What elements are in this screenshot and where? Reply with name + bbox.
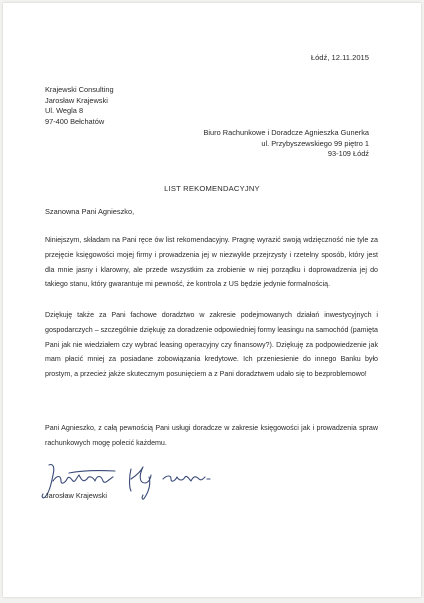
recipient-street: ul. Przybyszewskiego 99 piętro 1 bbox=[261, 138, 369, 148]
signer-name: Jarosław Krajewski bbox=[45, 491, 108, 500]
paragraph-1: Niniejszym, składam na Pani ręce ów list rekomendacyjny. Pragnę wyrazić swoją wdzięczność nie tyle za przejęcie księgowości mojej firmy i prowadzenia jej w niezwykle przejrzysty i rzetelny sposób, który jest dla mnie jasny i klarowny, ale przede wszystkim za zrobienie w niej porządku i doprowadzenia jej do takiego stanu, który gwarantuje mi pewność, że kontrola z US będzie jedynie formalnością. bbox=[45, 236, 378, 289]
sender-address bbox=[45, 85, 114, 127]
paragraph-2: Dziękuję także za Pani fachowe doradztwo w zakresie podejmowanych działań inwestycyjnych i gospodarczych – szczególnie dziękuję za doradzenie odpowiedniej formy leasingu na samochód (pamięta Pani jak nie wiedziałem czy wybrać leasing operacyjny czy finansowy?). Dziękuję za podpowiedzenie jak mam płacić mniej za posiadane zobowiązania kredytowe. Ich przeniesienie do innego Banku było prostym, a przecież jakże skutecznym posunięciem a z Pani doradztwem udało się to bezproblemowo! bbox=[45, 311, 378, 379]
sender-street: Ul. Wegla 8 bbox=[45, 106, 84, 115]
letter-title: LIST REKOMENDACYJNY bbox=[164, 184, 260, 193]
recipient-company: Biuro Rachunkowe i Doradcze Agnieszka Gunerka bbox=[203, 128, 369, 137]
recipient-city: 93-109 Łódź bbox=[327, 149, 369, 158]
sender-city: 97-400 Bełchatów bbox=[45, 116, 105, 126]
letter-date: Łódź, 12.11.2015 bbox=[310, 53, 369, 62]
paragraph-3: Pani Agnieszko, z całą pewnością Pani usługi doradcze w zakresie księgowości jak i prowadzenia spraw rachunkowych mogę polecić każdemu. bbox=[45, 424, 378, 447]
salutation: Szanowna Pani Agnieszko, bbox=[45, 207, 135, 216]
recipient-address bbox=[203, 128, 369, 160]
sender-company: Krajewski Consulting bbox=[45, 85, 114, 94]
letter-page bbox=[3, 3, 421, 597]
sender-name: Jarosław Krajewski bbox=[45, 95, 108, 105]
